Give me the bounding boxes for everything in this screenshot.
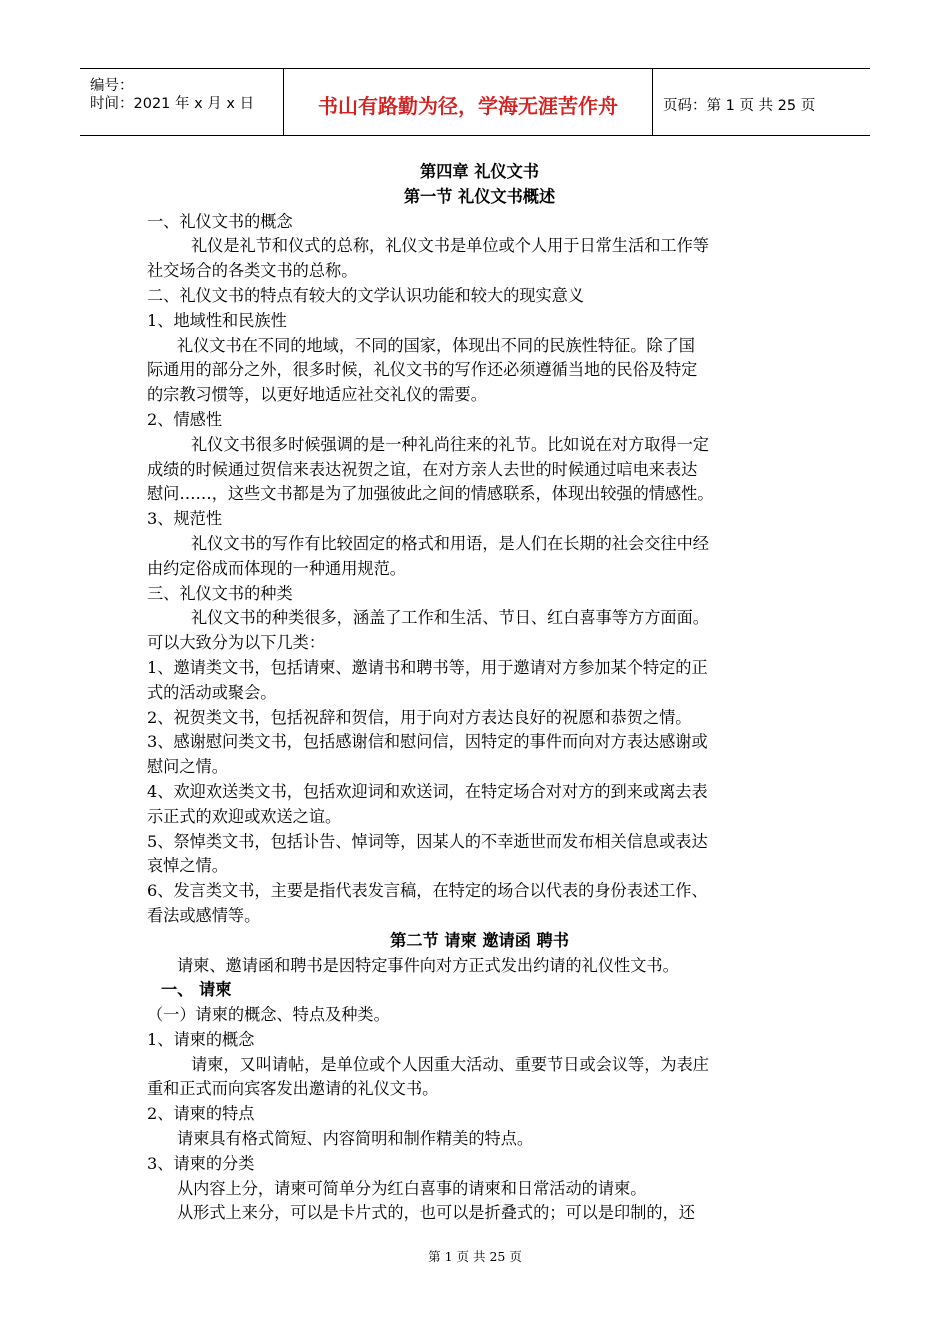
- paragraph-line: 3、规范性: [147, 509, 223, 529]
- header-top-rule: [80, 68, 870, 69]
- subsection-heading: 一、 请柬: [161, 980, 232, 1000]
- paragraph-line: 可以大致分为以下几类：: [147, 633, 326, 653]
- paragraph-line: 6、发言类文书，主要是指代表发言稿，在特定的场合以代表的身份表述工作、: [147, 881, 708, 901]
- paragraph-line: 2、情感性: [147, 409, 223, 429]
- paragraph-line: 社交场合的各类文书的总称。: [147, 261, 358, 281]
- paragraph-line: 1、地域性和民族性: [147, 310, 287, 330]
- header-bottom-rule: [80, 135, 870, 136]
- paragraph-line: 哀悼之情。: [147, 856, 228, 876]
- paragraph-line: （一）请柬的概念、特点及种类。: [147, 1005, 390, 1025]
- header-motto: 书山有路勤为径，学海无涯苦作舟: [318, 94, 618, 118]
- paragraph-line: 际通用的部分之外，很多时候，礼仪文书的写作还必须遵循当地的民俗及特定: [147, 360, 698, 380]
- section-title: 第一节 礼仪文书概述: [403, 186, 556, 206]
- paragraph-line: 慰问……，这些文书都是为了加强彼此之间的情感联系，体现出较强的情感性。: [147, 484, 714, 504]
- paragraph-line: 礼仪是礼节和仪式的总称，礼仪文书是单位或个人用于日常生活和工作等: [191, 236, 709, 256]
- paragraph-line: 式的活动或聚会。: [147, 682, 277, 702]
- paragraph-line: 礼仪文书的写作有比较固定的格式和用语，是人们在长期的社会交往中经: [191, 533, 709, 553]
- paragraph-line: 由约定俗成而体现的一种通用规范。: [147, 558, 406, 578]
- paragraph-line: 看法或感情等。: [147, 905, 261, 925]
- paragraph-line: 一、礼仪文书的概念: [147, 211, 293, 231]
- paragraph-line: 礼仪文书的种类很多，涵盖了工作和生活、节日、红白喜事等方方面面。: [191, 608, 709, 628]
- paragraph-line: 成绩的时候通过贺信来表达祝贺之谊，在对方亲人去世的时候通过唁电来表达: [147, 459, 698, 479]
- paragraph-line: 示正式的欢迎或欢送之谊。: [147, 806, 342, 826]
- paragraph-line: 重和正式而向宾客发出邀请的礼仪文书。: [147, 1079, 439, 1099]
- paragraph-line: 请柬具有格式简短、内容简明和制作精美的特点。: [177, 1129, 534, 1149]
- paragraph-line: 1、邀请类文书，包括请柬、邀请书和聘书等，用于邀请对方参加某个特定的正: [147, 657, 708, 677]
- header-page-info: 页码：第 1 页 共 25 页: [663, 98, 816, 114]
- section-title: 第四章 礼仪文书: [420, 162, 539, 181]
- paragraph-line: 4、欢迎欢送类文书，包括欢迎词和欢送词，在特定场合对对方的到来或离去表: [147, 781, 708, 801]
- paragraph-line: 请柬、邀请函和聘书是因特定事件向对方正式发出约请的礼仪性文书。: [177, 955, 679, 975]
- paragraph-line: 三、礼仪文书的种类: [147, 583, 293, 603]
- paragraph-line: 慰问之情。: [147, 757, 228, 777]
- paragraph-line: 的宗教习惯等，以更好地适应社交礼仪的需要。: [147, 385, 487, 405]
- paragraph-line: 二、礼仪文书的特点有较大的文学认识功能和较大的现实意义: [147, 285, 585, 305]
- paragraph-line: 从内容上分，请柬可简单分为红白喜事的请柬和日常活动的请柬。: [177, 1178, 647, 1198]
- paragraph-line: 3、请柬的分类: [147, 1153, 255, 1173]
- document-body: [147, 160, 812, 1226]
- paragraph-line: 5、祭悼类文书，包括讣告、悼词等，因某人的不幸逝世而发布相关信息或表达: [147, 831, 708, 851]
- paragraph-line: 礼仪文书很多时候强调的是一种礼尚往来的礼节。比如说在对方取得一定: [191, 434, 709, 454]
- paragraph-line: 2、祝贺类文书，包括祝辞和贺信，用于向对方表达良好的祝愿和恭贺之情。: [147, 707, 692, 727]
- paragraph-line: 3、感谢慰问类文书，包括感谢信和慰问信，因特定的事件而向对方表达感谢或: [147, 732, 708, 752]
- header-separator-right: [652, 68, 653, 135]
- paragraph-line: 2、请柬的特点: [147, 1104, 255, 1124]
- header-date: 时间：2021 年 x 月 x 日: [90, 96, 255, 112]
- paragraph-line: 请柬，又叫请帖，是单位或个人因重大活动、重要节日或会议等，为表庄: [191, 1054, 709, 1074]
- section-title: 第二节 请柬 邀请函 聘书: [390, 930, 569, 950]
- page-footer: 第 1 页 共 25 页: [428, 1249, 522, 1264]
- header-number-label: 编号：: [90, 78, 134, 94]
- paragraph-line: 礼仪文书在不同的地域，不同的国家，体现出不同的民族性特征。除了国: [177, 335, 695, 355]
- paragraph-line: 从形式上来分，可以是卡片式的，也可以是折叠式的；可以是印制的，还: [177, 1203, 695, 1223]
- paragraph-line: 1、请柬的概念: [147, 1029, 255, 1049]
